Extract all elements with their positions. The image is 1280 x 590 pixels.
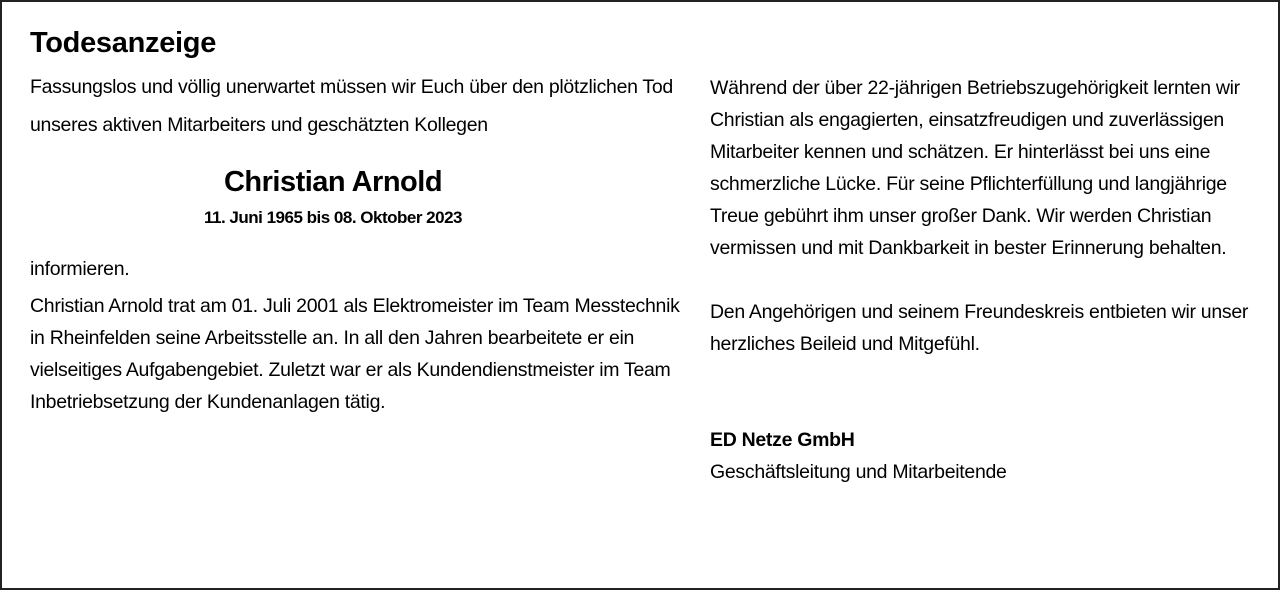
company-name: ED Netze GmbH bbox=[710, 429, 855, 451]
deceased-name: Christian Arnold bbox=[223, 166, 443, 198]
notice-title: Todesanzeige bbox=[30, 27, 217, 59]
tribute-text: Während der über 22-jährigen Betriebszugehörigkeit lernten wir Christian als engagierten, einsatzfreudigen und zuverlässigen Mitarbeiter kennen und schätzen. Er hinterlässt bei uns eine schmerzliche Lücke. Für seine Pflichterfüllung und langjährige Treue gebührt ihm unser großer Dank. Wir werden Christian vermissen und mit Dankbarkeit in bester Erinnerung behalten. bbox=[710, 77, 1240, 259]
life-dates: 11. Juni 1965 bis 08. Oktober 2023 bbox=[204, 208, 462, 227]
biography-text: Christian Arnold trat am 01. Juli 2001 als Elektromeister im Team Messtechnik in Rheinfelden seine Arbeitsstelle an. In all den Jahren bearbeitete er ein vielseitiges Aufgabengebiet. Zuletzt war er als Kundendienstmeister im Team Inbetriebsetzung der Kundenanlagen tätig. bbox=[30, 295, 680, 413]
condolence-text: Den Angehörigen und seinem Freundeskreis entbieten wir unser herzliches Beileid und Mitgefühl. bbox=[710, 301, 1249, 355]
right-column bbox=[710, 72, 1255, 488]
left-column bbox=[30, 24, 680, 418]
signature-text: Geschäftsleitung und Mitarbeitende bbox=[710, 461, 1007, 483]
deceased-block bbox=[8, 162, 658, 230]
intro-text: Fassungslos und völlig unerwartet müssen wir Euch über den plötzlichen Tod unseres aktiven Mitarbeiters und geschätzten Kollegen bbox=[30, 76, 673, 136]
inform-text: informieren. bbox=[30, 258, 130, 280]
